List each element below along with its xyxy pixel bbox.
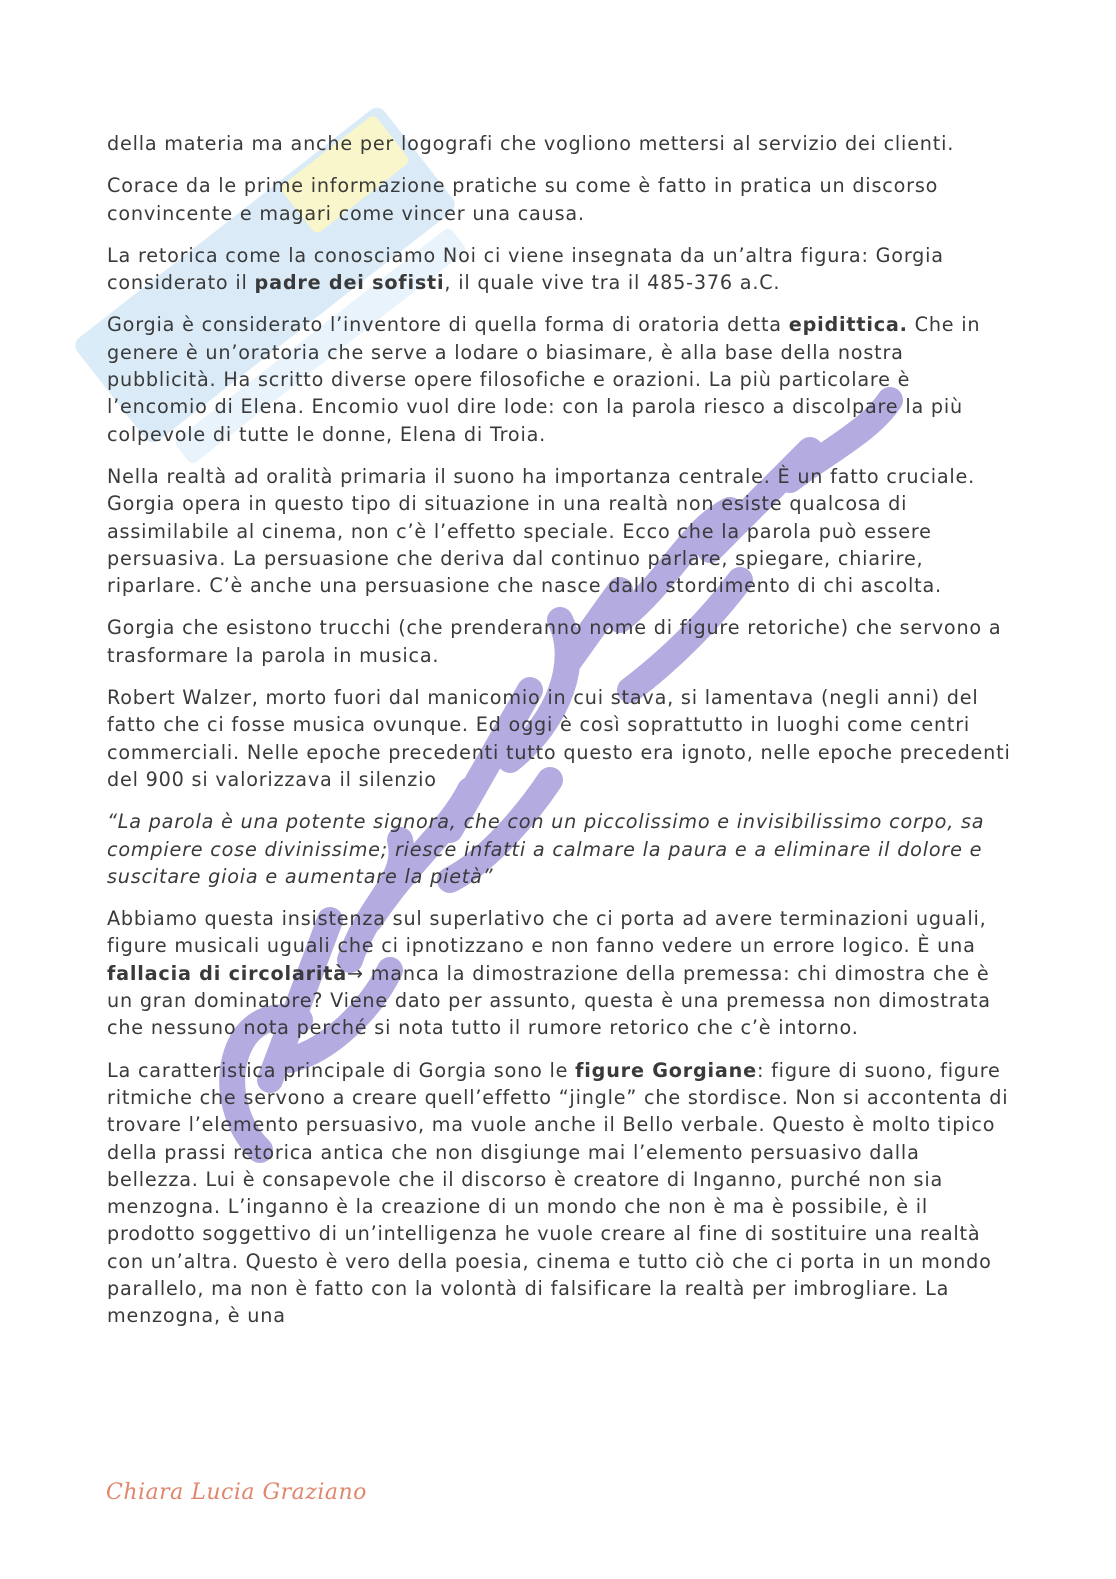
paragraph-7: [107, 684, 1017, 793]
paragraph-4-text-b: Che in genere è un’oratoria che serve a lodare o biasimare, è alla base della nostra pubblicità. Ha scritto diverse opere filosofiche e orazioni. La più particolare è l’encomio di Elena. Encomio vuol dire lode: con la parola riesco a discolpare la più colpevole di tutte le donne, Elena di Troia.: [107, 313, 981, 446]
paragraph-5-text: Nella realtà ad oralità primaria il suono ha importanza centrale. È un fatto cruciale. Gorgia opera in questo tipo di situazione in una realtà non esiste qualcosa di assimilabile al cinema, non c’è l’effetto speciale. Ecco che la parola può essere persuasiva. La persuasione che deriva dal continuo parlare, spiegare, chiarire, riparlare. C’è anche una persuasione che nasce dallo stordimento di chi ascolta.: [107, 464, 976, 598]
paragraph-9-text-a: Abbiamo questa insistenza sul superlativo che ci porta ad avere terminazioni uguali, figure musicali uguali che ci ipnotizzano e non fanno vedere un errore logico. È una: [107, 907, 987, 958]
paragraph-4-bold: epidittica.: [788, 313, 908, 337]
paragraph-1-text: della materia ma anche per logografi che vogliono mettersi al servizio dei clienti.: [107, 132, 955, 155]
paragraph-6-text: Gorgia che esistono trucchi (che prenderanno nome di figure retoriche) che servono a trasformare la parola in musica.: [107, 616, 1002, 667]
quote-paragraph: [107, 808, 1017, 890]
paragraph-4-text-a: Gorgia è considerato l’inventore di quella forma di oratoria detta: [107, 313, 789, 337]
paragraph-9: [107, 905, 1017, 1041]
footer-signature: Chiara Lucia Graziano: [106, 1480, 367, 1505]
paragraph-10-text-a: La caratteristica principale di Gorgia sono le: [107, 1058, 576, 1082]
paragraph-9-bold: fallacia di circolarità: [107, 961, 348, 985]
paragraph-6: [107, 614, 1017, 669]
paragraph-2-text: Corace da le prime informazione pratiche su come è fatto in pratica un discorso convincente e magari come vincer una causa.: [107, 174, 939, 225]
paragraph-9-text-b: → manca la dimostrazione della premessa: chi dimostra che è un gran dominatore? Viene dato per assunto, questa è una premessa non dimostrata che nessuno nota perché si nota tutto il rumore retorico che c’è intorno.: [107, 961, 991, 1040]
paragraph-10-bold: figure Gorgiane: [575, 1058, 757, 1082]
quote-text: “La parola è una potente signora, che con un piccolissimo e invisibilissimo corpo, sa compiere cose divinissime; riesce infatti a calmare la paura e a eliminare il dolore e suscitare gioia e aumentare la pietà”: [107, 810, 985, 888]
document-body: [107, 130, 1017, 1345]
paragraph-7-text: Robert Walzer, morto fuori dal manicomio in cui stava, si lamentava (negli anni) del fatto che ci fosse musica ovunque. Ed oggi è così soprattutto in luoghi come centri commerciali. Nelle epoche precedenti tutto questo era ignoto, nelle epoche precedenti del 900 si valorizzava il silenzio: [107, 686, 1011, 791]
paragraph-5: [107, 463, 1017, 599]
paragraph-1: [107, 130, 1017, 157]
paragraph-10-text-b: : figure di suono, figure ritmiche che servono a creare quell’effetto “jingle” che stordisce. Non si accontenta di trovare l’elemento persuasivo, ma vuole anche il Bello verbale. Questo è molto tipico della prassi retorica antica che non disgiunge mai l’elemento persuasivo dalla bellezza. Lui è consapevole che il discorso è creatore di Inganno, purché non sia menzogna. L’inganno è la creazione di un mondo che non è ma è possibile, è il prodotto soggettivo di un’intelligenza he vuole creare al fine di sostituire una realtà con un’altra. Questo è vero della poesia, cinema e tutto ciò che ci porta in un mondo parallelo, ma non è fatto con la volontà di falsificare la realtà per imbrogliare. La menzogna, è una: [107, 1058, 1009, 1328]
paragraph-2: [107, 172, 1017, 227]
paragraph-3-bold: padre dei sofisti: [254, 271, 445, 295]
paragraph-3-text-a: La retorica come la conosciamo Noi ci viene insegnata da un’altra figura: Gorgia considerato il: [107, 243, 944, 295]
paragraph-3-text-b: , il quale vive tra il 485-376 a.C.: [444, 271, 781, 295]
paragraph-4: [107, 311, 1017, 447]
paragraph-10: [107, 1057, 1017, 1330]
paragraph-3: [107, 242, 1017, 297]
